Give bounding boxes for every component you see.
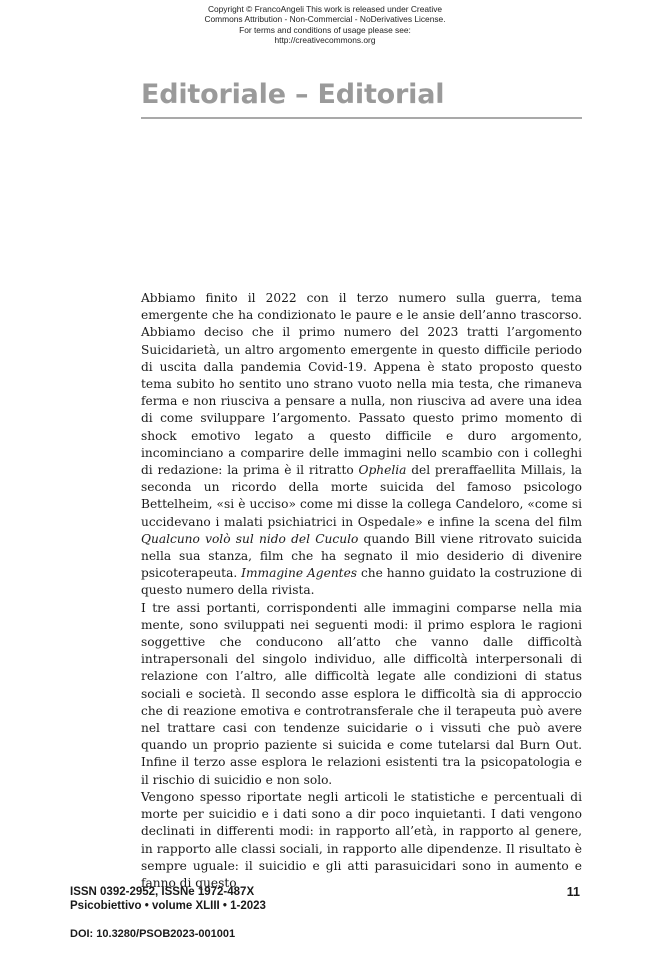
copyright-line: Commons Attribution - Non-Commercial - NoDerivatives License. [204,14,446,25]
italic-title: Qualcuno volò sul nido del Cuculo [141,531,359,546]
paragraph [141,290,582,600]
title-divider [141,117,582,119]
copyright-line: For terms and conditions of usage please see: [239,24,411,35]
italic-title: Ophelia [358,463,407,478]
page-number: 11 [566,885,580,899]
paragraph-text: quando Bill viene ritrovato suicida nella sua stanza, film che ha segnato il mio desiderio di divenire psicoterapeuta. [141,531,582,581]
paragraph-text: del preraffaellita Millais, la seconda un ricordo della morte suicida del famoso psicologo Bettelheim, «si è ucciso» come mi disse la collega Candeloro, «come si uccidevano i malati psichiatrici in Ospedale» e infine la scena del film [141,463,583,529]
doi-line: DOI: 10.3280/PSOB2023-001001 [70,928,236,940]
paragraph: I tre assi portanti, corrispondenti alle immagini comparse nella mia mente, sono sviluppati nei seguenti modi: il primo esplora le ragioni soggettive che conducono all’atto che vanno dalle difficoltà intrapersonali del singolo individuo, alle difficoltà interpersonali di relazione con l’altro, alle difficoltà legate alle condizioni di status sociali e società. Il secondo asse esplora le difficoltà sia di approccio che di reazione emotiva e controtransferale che il terapeuta può avere nel trattare casi con tendenze suicidarie o i vissuti che può avere quando un proprio paziente si suicida e come tutelarsi dal Burn Out. Infine il terzo asse esplora le relazioni esistenti tra la psicopatologia e il rischio di suicidio e non solo. [141,600,582,787]
journal-line: Psicobiettivo • volume XLIII • 1-2023 [70,900,266,912]
paragraph-text: Abbiamo finito il 2022 con il terzo numero sulla guerra, tema emergente che ha condizionato le paure e le ansie dell’anno trascorso. Abbiamo deciso che il primo numero del 2023 tratti l’argomento Suicidarietà, un altro argomento emergente in questo difficile periodo di uscita dalla pandemia Covid-19. Appena è stato proposto questo tema subito ho sentito uno strano vuoto nella mia testa, che rimaneva ferma e non riusciva a pensare a nulla, non riusciva ad avere una idea di come sviluppare l’argomento. Passato questo primo momento di shock emotivo legato a questo difficile e duro argomento, incominciano a comparire delle immagini nello scambio con i colleghi di redazione: la prima è il ritratto [141,291,582,478]
italic-title: Immagine Agentes [241,566,358,581]
issn-line: ISSN 0392-2952, ISSNe 1972-487X [70,886,255,898]
copyright-link[interactable]: http://creativecommons.org [274,35,376,46]
paragraph-text: che hanno guidato la costruzione di questo numero della rivista. [141,566,582,598]
article-body [141,290,582,892]
copyright-line: Copyright © FrancoAngeli This work is released under Creative [207,4,443,14]
paragraph: Vengono spesso riportate negli articoli le statistiche e percentuali di morte per suicidio e i dati sono a dir poco inquietanti. I dati vengono declinati in differenti modi: in rapporto all’età, in rapporto al genere, in rapporto alle classi sociali, in rapporto alle dipendenze. Il risultato è sempre uguale: il suicidio e gli atti parasuicidari sono in aumento e fanno di questo [141,789,582,890]
page-title: Editoriale – Editorial [141,79,445,110]
copyright-notice [0,4,650,46]
